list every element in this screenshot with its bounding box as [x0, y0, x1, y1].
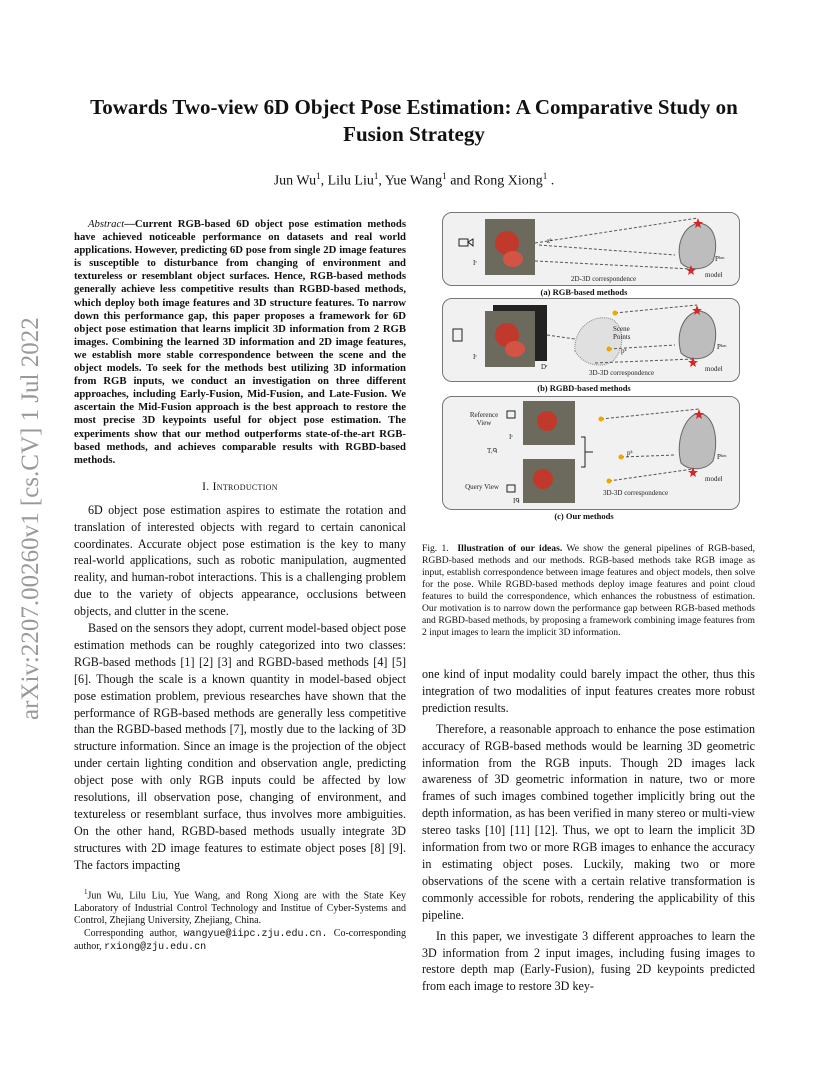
subcaption-a: (a) RGB-based methods [540, 287, 628, 297]
label-pkm: Pᵏᵐ [715, 255, 725, 263]
object-thumbnail [533, 469, 553, 489]
correspondence-line [609, 469, 693, 481]
author-affiliation: 1 [373, 171, 379, 181]
paragraph: 6D object pose estimation aspires to estimate the rotation and translation of interested objects with regard to certain canonical coordinates. Accurate object pose estimation is the key to many real-world applications, such as robotic manipulation, augmented reality, and human-robot interactions. This is a challenging problem due to the variety of objects appearance, occlusions between objects, and clutter in the scene. [74, 502, 406, 619]
correspondence-line [539, 245, 675, 255]
author-name: Jun Wu [273, 173, 317, 189]
abstract [74, 218, 406, 467]
label-pk: pᵏ [627, 449, 633, 457]
label-query-view: Query View [465, 483, 499, 491]
author-list-end: . [547, 173, 555, 189]
figure-caption-title: Illustration of our ideas. [457, 543, 563, 554]
footnote-corresponding-label: Corresponding author, [84, 927, 178, 939]
abstract-label: Abstract [88, 218, 125, 230]
label-dr: Dʳ [541, 363, 548, 371]
scene-keypoint-icon [607, 347, 612, 352]
keypoint-icon [607, 479, 612, 484]
label-ir: Iʳ [473, 353, 477, 361]
right-column [422, 666, 755, 995]
label-model: model [705, 365, 723, 373]
author-affiliation: 1 [542, 171, 548, 181]
author-separator: and [446, 173, 474, 189]
label-pkm: Pᵏᵐ [717, 453, 727, 461]
figure-1 [428, 212, 740, 522]
keypoint-icon [599, 417, 604, 422]
label-iq: Iᑫ [513, 497, 520, 505]
footnote-marker: 1 [84, 887, 88, 896]
correspondence-line [535, 218, 698, 243]
author-affiliation: 1 [442, 171, 447, 181]
correspondence-line [601, 409, 699, 419]
object-thumbnail [503, 251, 523, 267]
camera-lens-icon [468, 239, 473, 246]
label-zk: zᵏ [547, 237, 553, 245]
subcaption-c: (c) Our methods [554, 511, 614, 521]
figure-caption-label: Fig. 1. [422, 543, 449, 554]
arxiv-identifier-text: arXiv:2207.00260v1 [cs.CV] 1 Jul 2022 [17, 317, 44, 720]
keypoint-icon [619, 455, 624, 460]
author-affiliation: 1 [316, 171, 321, 181]
object-model-mesh [679, 223, 715, 269]
arxiv-identifier [10, 300, 50, 720]
panel-rgb-based [442, 212, 740, 286]
scene-keypoint-icon [613, 311, 618, 316]
label-model: model [705, 271, 723, 279]
object-model-mesh [679, 413, 715, 469]
author-list [60, 171, 768, 190]
label-pkm: Pᵏᵐ [717, 343, 727, 351]
paragraph: Therefore, a reasonable approach to enhance the pose estimation accuracy of RGB-based methods would be learning 3D geometric information from the RGB inputs. Though 2D images lack awareness of 3D geometric information in nature, two or more frames of such images combined together implicitly bring out the depth information, as has been verified in many stereo or multi-view stereo tasks [10] [11] [12]. Thus, we opt to learn the implicit 3D information from two or more RGB images to enhance the accuracy in estimating object poses. Luckily, making two or more observations of the scene with a certain relative transformation is commonly accessible for robots, rendering the applicability of this pipeline. [422, 721, 755, 922]
label-model: model [705, 475, 723, 483]
paragraph: one kind of input modality could barely impact the other, thus this integration of two modalities of input features creates more robust prediction results. [422, 667, 755, 715]
footnote-cocorresponding-label: Co-corresponding author, [74, 927, 406, 953]
label-reference-view: Reference View [469, 411, 499, 427]
label-3d3d-correspondence: 3D-3D correspondence [603, 489, 669, 497]
paragraph: In this paper, we investigate 3 different approaches to learn the 3D information from 2 input images, including fusing images to restore depth map (Early-Fusion), fusing 2D keypoints predicted from each image to restore 3D key- [422, 928, 755, 994]
query-camera-icon [507, 485, 515, 492]
footnote [74, 886, 406, 955]
label-scene-points: Scene Points [613, 325, 631, 341]
paper-title: Towards Two-view 6D Object Pose Estimation: A Comparative Study on Fusion Strategy [90, 95, 738, 146]
cocorresponding-email-link[interactable]: rxiong@zju.edu.cn [104, 942, 207, 954]
object-model-mesh [679, 311, 715, 359]
flow-line [547, 335, 575, 339]
label-ir: Iʳ [473, 259, 477, 267]
panel-rgbd-based [442, 298, 740, 382]
left-column [74, 218, 406, 955]
panel-our-method [442, 396, 740, 510]
label-2d3d-correspondence: 2D-3D correspondence [571, 275, 637, 283]
author-name: Yue Wang [384, 173, 443, 189]
correspondence-line [535, 261, 691, 269]
reference-camera-icon [507, 411, 515, 418]
subcaption-b: (b) RGBD-based methods [537, 383, 631, 393]
author-name: Rong Xiong [473, 173, 543, 189]
label-3d3d-correspondence: 3D-3D correspondence [589, 369, 655, 377]
figure-caption-text: We show the general pipelines of RGB-based, RGBD-based methods and our methods. RGB-based methods take RGB image as input, establish correspondence between image features and object models, then solve for the pose. While RGBD-based methods deploy image features and point cloud features to build the correspondence, which enhances the robustness of estimation. Our motivation is to narrow down the performance gap between RGB-based methods and RGBD-based methods, by proposing a framework combining image features from 2 input images to learn the implicit 3D information. [422, 543, 755, 638]
abstract-text: Current RGB-based 6D object pose estimation methods have achieved noticeable performance on datasets and real world applications. However, predicting 6D pose from single 2D image features is susceptible to disturbance from changing of environment and textureless or resemblant object surfaces. Hence, RGB-based methods generally achieve less competitive results than RGBD-based methods, which deploy both image features and 3D structure features. To narrow down this performance gap, this paper proposes a framework for 6D object pose estimation that learns implicit 3D information from 2 RGB images. Combining the learned 3D information and 2D image features, we establish more stable correspondence between the scene and the object models. To seek for the methods best utilizing 3D information from RGB inputs, we conduct an investigation on three different approaches, including Early-Fusion, Mid-Fusion, and Late-Fusion. We ascertain the Mid-Fusion approach is the best approach to restore the most precise 3D keypoints useful for object pose estimation. The experiments show that our method outperforms state-of-the-art RGB-based methods, and achieves comparable results with RGBD-based methods. [74, 218, 406, 466]
rgbd-camera-icon [453, 329, 462, 341]
author-name: Lilu Liu [327, 173, 374, 189]
object-thumbnail [505, 341, 525, 357]
footnote-text: Jun Wu, Lilu Liu, Yue Wang, and Rong Xiong are with the State Key Laboratory of Industrial Control Technology and Institue of Cyber-Systems and Control, Zhejiang University, Zhejiang, China. [74, 889, 406, 927]
object-thumbnail [537, 411, 557, 431]
paragraph: Based on the sensors they adopt, current model-based object pose estimation methods can be roughly categorized into two classes: RGB-based methods [1] [2] [3] and RGBD-based methods [4] [5] [6]. Though the scale is a known quantity in model-based object pose estimation problem, previous researches have shown that the performance of RGB-based methods are generally less competitive than the RGBD-based methods [7], mostly due to the lacking of 3D structure information. Since an image is the projection of the object under certain lighting condition and observation angle, predicting object pose with only RGB inputs could be affected by low resolutions, ill observation pose, changing of environment, and textureless or resemblant surface, thus involves more ambiguities. On the other hand, RGBD-based methods usually integrate 3D structures with 2D image features to estimate object poses [8] [9]. The factors impacting [74, 621, 406, 872]
fusion-bracket [581, 437, 585, 467]
label-tq: Tᵣᑫ [487, 447, 498, 455]
corresponding-email-link[interactable]: wangyue@iipc.zju.edu.cn. [183, 928, 328, 940]
figure-caption [422, 543, 755, 639]
label-ir: Iʳ [509, 433, 513, 441]
author-separator: , [378, 173, 385, 189]
correspondence-line [615, 305, 697, 313]
author-separator: , [320, 173, 328, 189]
abstract-dash: — [124, 218, 135, 230]
section-heading: I. Introduction [202, 480, 278, 493]
camera-icon [459, 239, 468, 246]
label-pk: pᵏ [621, 347, 627, 355]
